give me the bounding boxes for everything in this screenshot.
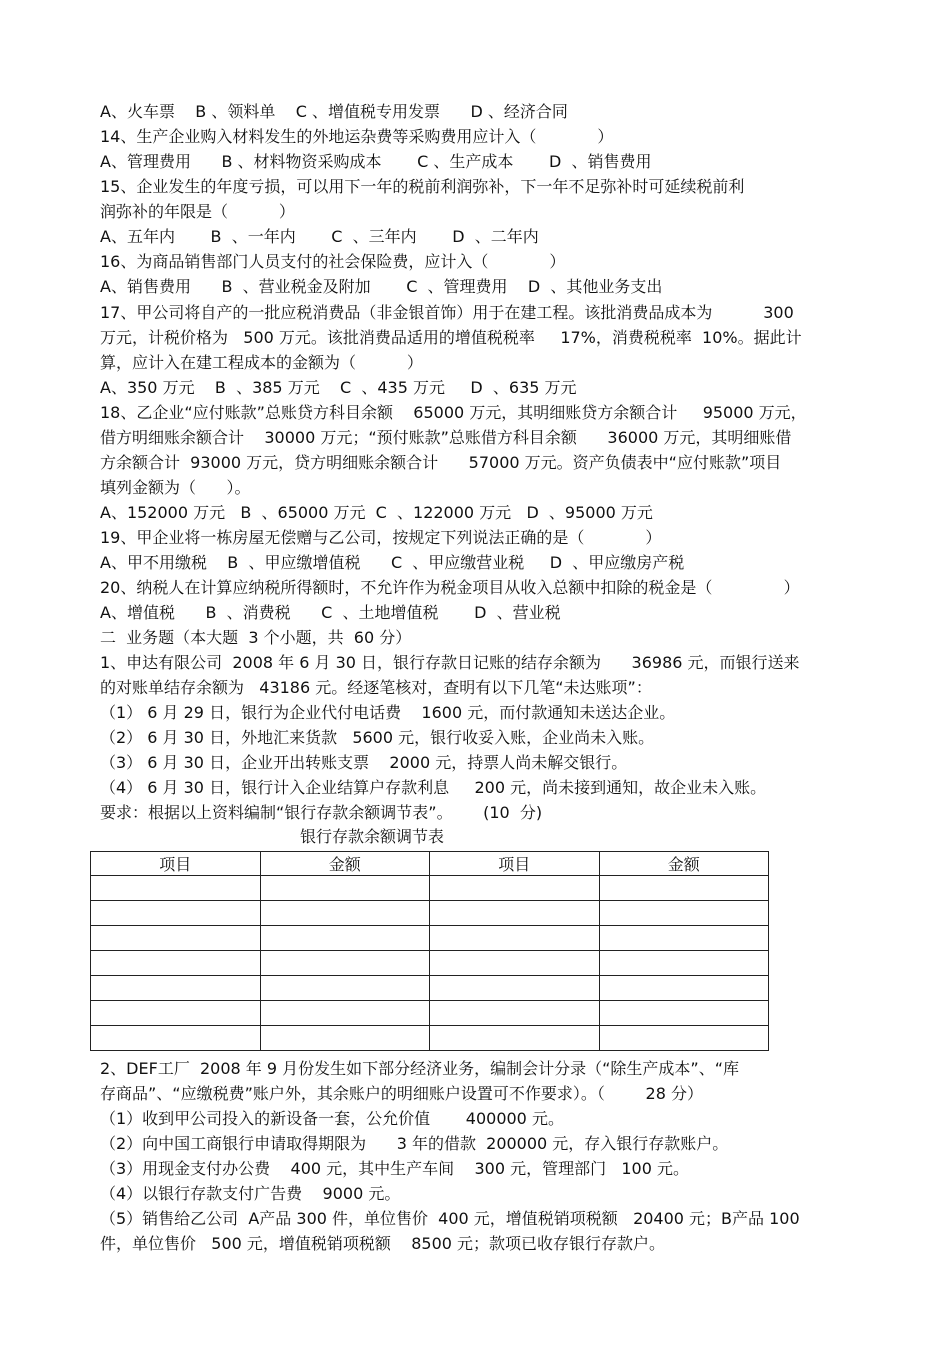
text-line: （1）收到甲公司投入的新设备一套，公允价值 400000 元。 [100,1109,564,1128]
text-line: 的对账单结存余额为 43186 元。经逐笔核对，查明有以下几笔“未达账项”： [100,678,652,697]
text-line: （4）以银行存款支付广告费 9000 元。 [100,1184,401,1203]
table-cell [91,951,261,976]
text-line: 17、甲公司将自产的一批应税消费品（非金银首饰）用于在建工程。该批消费品成本为 300 [100,303,794,322]
table-row [91,1026,769,1051]
text-line: 要求：根据以上资料编制“银行存款余额调节表”。 (10 分) [100,803,543,822]
table-cell [599,1026,769,1051]
text-line: 件，单位售价 500 元，增值税销项税额 8500 元；款项已收存银行存款户。 [100,1234,666,1253]
text-line: （3）用现金支付办公费 400 元，其中生产车间 300 元，管理部门 100 元。 [100,1159,690,1178]
table-row [91,951,769,976]
table-row [91,926,769,951]
text-line: 14、生产企业购入材料发生的外地运杂费等采购费用应计入（ ） [100,127,614,146]
table-cell [91,901,261,926]
table-cell [599,951,769,976]
text-line: 借方明细账余额合计 30000 万元；“预付账款”总账借方科目余额 36000 万元，其明细账借 [100,428,792,447]
table-cell [430,926,600,951]
text-line: A、火车票 B 、领料单 C 、增值税专用发票 D 、经济合同 [100,102,568,121]
table-header-row [91,852,769,876]
column-header: 金额 [599,852,769,876]
text-line: （5）销售给乙公司 A产品 300 件，单位售价 400 元，增值税销项税额 20400 元；B产品 100 [100,1209,800,1228]
table-cell [599,976,769,1001]
text-line: A、管理费用 B 、材料物资采购成本 C 、生产成本 D 、销售费用 [100,152,652,171]
table-title: 银行存款余额调节表 [300,827,445,846]
column-header: 项目 [91,852,261,876]
text-line: 万元，计税价格为 500 万元。该批消费品适用的增值税税率 17%，消费税税率 10%。据此计 [100,328,802,347]
text-line: A、152000 万元 B 、65000 万元 C 、122000 万元 D 、95000 万元 [100,503,653,522]
text-line: 19、甲企业将一栋房屋无偿赠与乙公司，按规定下列说法正确的是（ ） [100,528,662,547]
table-row [91,901,769,926]
text-line: 20、纳税人在计算应纳税所得额时，不允许作为税金项目从收入总额中扣除的税金是（ ） [100,578,800,597]
text-line: 算，应计入在建工程成本的金额为（ ） [100,353,423,372]
table-cell [599,876,769,901]
text-line: 1、申达有限公司 2008 年 6 月 30 日，银行存款日记账的结存余额为 36986 元，而银行送来 [100,653,800,672]
table-cell [91,1001,261,1026]
column-header: 金额 [260,852,430,876]
text-line: 润弥补的年限是（ ） [100,202,295,221]
table-cell [430,951,600,976]
column-header: 项目 [430,852,600,876]
text-line: A、350 万元 B 、385 万元 C 、435 万元 D 、635 万元 [100,378,577,397]
table-cell [260,901,430,926]
text-line: 方余额合计 93000 万元，贷方明细账余额合计 57000 万元。资产负债表中“应付账款”项目 [100,453,782,472]
table-cell [91,976,261,1001]
table-cell [430,1026,600,1051]
table-cell [260,951,430,976]
table-cell [91,926,261,951]
reconciliation-table [90,851,769,1051]
text-line: A、增值税 B 、消费税 C 、土地增值税 D 、营业税 [100,603,561,622]
text-line: 15、企业发生的年度亏损，可以用下一年的税前利润弥补，下一年不足弥补时可延续税前利 [100,177,745,196]
table-cell [260,926,430,951]
text-line: A、销售费用 B 、营业税金及附加 C 、管理费用 D 、其他业务支出 [100,277,663,296]
text-line: A、甲不用缴税 B 、甲应缴增值税 C 、甲应缴营业税 D 、甲应缴房产税 [100,553,685,572]
text-line: 18、乙企业“应付账款”总账贷方科目余额 65000 万元，其明细账贷方余额合计 95000 万元， [100,403,807,422]
table-row [91,976,769,1001]
text-line: 16、为商品销售部门人员支付的社会保险费，应计入（ ） [100,252,566,271]
text-line: （2）向中国工商银行申请取得期限为 3 年的借款 200000 元，存入银行存款账户。 [100,1134,729,1153]
table-cell [91,1026,261,1051]
text-line: A、五年内 B 、一年内 C 、三年内 D 、二年内 [100,227,539,246]
text-line: （4） 6 月 30 日，银行计入企业结算户存款利息 200 元，尚未接到通知，故企业未入账。 [100,778,767,797]
table-cell [91,876,261,901]
table-cell [430,901,600,926]
table-cell [260,876,430,901]
text-line: （2） 6 月 30 日，外地汇来货款 5600 元，银行收妥入账，企业尚未入账。 [100,728,655,747]
table-row [91,876,769,901]
text-line: 存商品”、“应缴税费”账户外，其余账户的明细账户设置可不作要求）。（ 28 分） [100,1084,704,1103]
section-heading: 二 业务题（本大题 3 个小题，共 60 分） [100,628,412,647]
table-cell [260,1026,430,1051]
table-cell [599,926,769,951]
table-row [91,1001,769,1026]
table-cell [430,1001,600,1026]
text-line: 填列金额为（ ）。 [100,478,251,497]
table-cell [430,876,600,901]
table-cell [430,976,600,1001]
text-line: 2、DEF工厂 2008 年 9 月份发生如下部分经济业务，编制会计分录（“除生产成本”、“库 [100,1059,740,1078]
text-line: （3） 6 月 30 日，企业开出转账支票 2000 元，持票人尚未解交银行。 [100,753,628,772]
table-cell [599,1001,769,1026]
table-cell [260,976,430,1001]
text-line: （1） 6 月 29 日，银行为企业代付电话费 1600 元，而付款通知未送达企业。 [100,703,676,722]
table-cell [599,901,769,926]
table-cell [260,1001,430,1026]
